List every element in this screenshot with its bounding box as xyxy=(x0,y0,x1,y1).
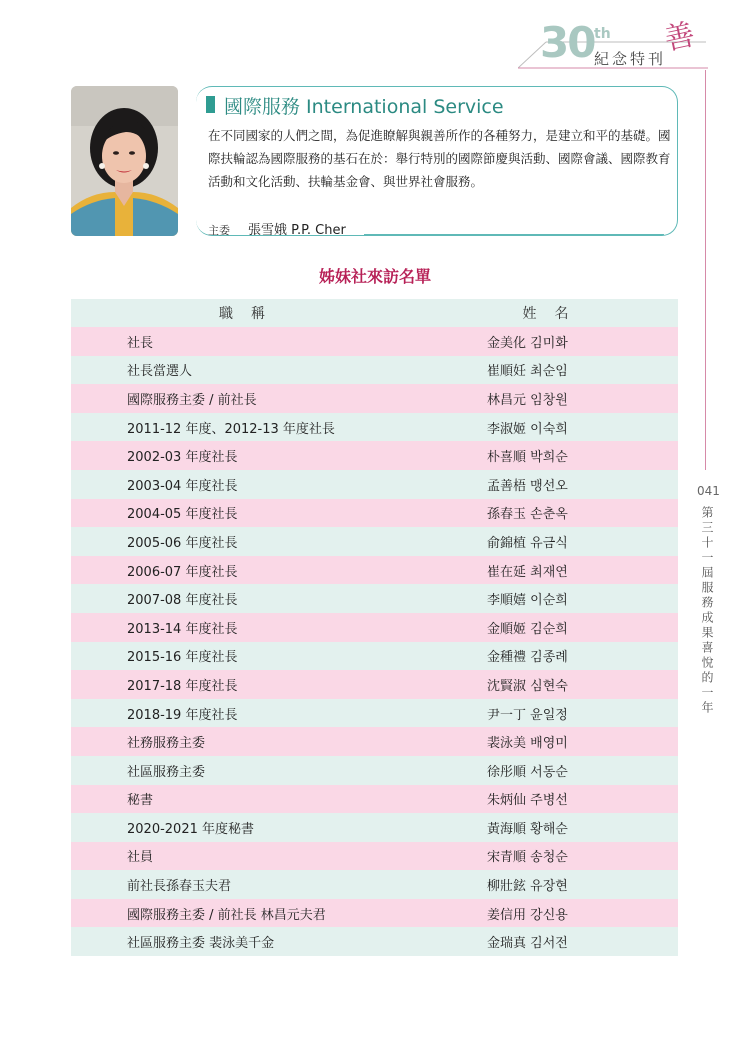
name-cell: 金順姬 김순희 xyxy=(431,613,678,642)
table-row xyxy=(71,384,678,413)
name-cell: 朱炳仙 주병선 xyxy=(431,785,678,814)
name-cell: 金美化 김미화 xyxy=(431,327,678,356)
role-cell: 2003-04 年度社長 xyxy=(71,470,431,499)
name-cell: 崔在延 최재연 xyxy=(431,556,678,585)
role-cell: 社區服務主委 xyxy=(71,756,431,785)
role-cell: 社長當選人 xyxy=(71,356,431,385)
role-cell: 2002-03 年度社長 xyxy=(71,441,431,470)
name-cell: 金瑞真 김서전 xyxy=(431,927,678,956)
section-description: 在不同國家的人們之間，為促進瞭解與親善所作的各種努力，是建立和平的基礎。國際扶輪認為國際服務的基石在於：舉行特別的國際節慶與活動、國際會議、國際教育活動和文化活動、扶輪基金會、與世界社會服務。 xyxy=(208,128,671,189)
name-cell: 柳壯鉉 유장현 xyxy=(431,870,678,899)
role-cell: 2020-2021 年度秘書 xyxy=(71,813,431,842)
table-row xyxy=(71,470,678,499)
column-header-name: 姓名 xyxy=(431,299,678,327)
table-row xyxy=(71,927,678,956)
table-row xyxy=(71,499,678,528)
role-cell: 2017-18 年度社長 xyxy=(71,670,431,699)
calligraphy-logo: 善 xyxy=(661,17,699,58)
table-row xyxy=(71,756,678,785)
name-cell: 宋青順 송청순 xyxy=(431,842,678,871)
column-header-title: 職稱 xyxy=(71,299,431,327)
name-cell: 姜信用 강신용 xyxy=(431,899,678,928)
name-cell: 朴喜順 박희순 xyxy=(431,441,678,470)
table-row xyxy=(71,813,678,842)
name-cell: 李順嬉 이순희 xyxy=(431,584,678,613)
table-row xyxy=(71,727,678,756)
role-cell: 秘書 xyxy=(71,785,431,814)
name-cell: 金種禮 김종례 xyxy=(431,642,678,671)
role-cell: 社長 xyxy=(71,327,431,356)
name-cell: 俞錦植 유금식 xyxy=(431,527,678,556)
chair-label: 主委 xyxy=(208,224,230,237)
table-row xyxy=(71,356,678,385)
table-row xyxy=(71,785,678,814)
name-cell: 孟善梧 맹선오 xyxy=(431,470,678,499)
role-cell: 社區服務主委 裴泳美千金 xyxy=(71,927,431,956)
name-cell: 徐彤順 서동순 xyxy=(431,756,678,785)
chair-portrait xyxy=(71,86,178,236)
role-cell: 2013-14 年度社長 xyxy=(71,613,431,642)
role-cell: 2018-19 年度社長 xyxy=(71,699,431,728)
section-heading: 國際服務 International Service xyxy=(224,96,504,118)
anniversary-suffix: th xyxy=(594,26,611,42)
name-cell: 孫春玉 손춘옥 xyxy=(431,499,678,528)
table-row xyxy=(71,327,678,356)
role-cell: 2015-16 年度社長 xyxy=(71,642,431,671)
name-cell: 尹一丁 윤일정 xyxy=(431,699,678,728)
table-row xyxy=(71,556,678,585)
vertical-section-title: 第三十一屆服務成果喜悅的一年 xyxy=(700,506,714,716)
role-cell: 2011-12 年度、2012-13 年度社長 xyxy=(71,413,431,442)
portrait-illustration xyxy=(71,86,178,236)
table-row xyxy=(71,870,678,899)
chair-name: 張雪娥 P.P. Cher xyxy=(248,223,346,238)
page-number: 041 xyxy=(697,484,720,498)
table-row xyxy=(71,699,678,728)
table-row xyxy=(71,441,678,470)
name-cell: 李淑姬 이숙희 xyxy=(431,413,678,442)
role-cell: 2006-07 年度社長 xyxy=(71,556,431,585)
anniversary-number: 30 xyxy=(540,18,595,67)
table-row xyxy=(71,842,678,871)
table-body xyxy=(71,327,678,956)
role-cell: 社務服務主委 xyxy=(71,727,431,756)
name-cell: 黃海順 황해순 xyxy=(431,813,678,842)
name-cell: 沈賢淑 심현숙 xyxy=(431,670,678,699)
table-title: 姊妹社來訪名單 xyxy=(318,267,431,286)
table-row xyxy=(71,642,678,671)
name-cell: 崔順妊 최순임 xyxy=(431,356,678,385)
table-row xyxy=(71,527,678,556)
role-cell: 2005-06 年度社長 xyxy=(71,527,431,556)
role-cell: 國際服務主委 / 前社長 林昌元夫君 xyxy=(71,899,431,928)
role-cell: 前社長孫春玉夫君 xyxy=(71,870,431,899)
table-row xyxy=(71,670,678,699)
name-cell: 裴泳美 배영미 xyxy=(431,727,678,756)
table-row xyxy=(71,899,678,928)
table-row xyxy=(71,613,678,642)
name-cell: 林昌元 임창원 xyxy=(431,384,678,413)
role-cell: 2004-05 年度社長 xyxy=(71,499,431,528)
visitor-table xyxy=(71,299,678,956)
role-cell: 2007-08 年度社長 xyxy=(71,584,431,613)
table-row xyxy=(71,413,678,442)
publication-title: 紀念特刊 xyxy=(594,50,667,68)
signature-line xyxy=(364,234,664,235)
role-cell: 社員 xyxy=(71,842,431,871)
table-row xyxy=(71,584,678,613)
table-header-row xyxy=(71,299,678,327)
role-cell: 國際服務主委 / 前社長 xyxy=(71,384,431,413)
heading-marker xyxy=(206,96,215,113)
